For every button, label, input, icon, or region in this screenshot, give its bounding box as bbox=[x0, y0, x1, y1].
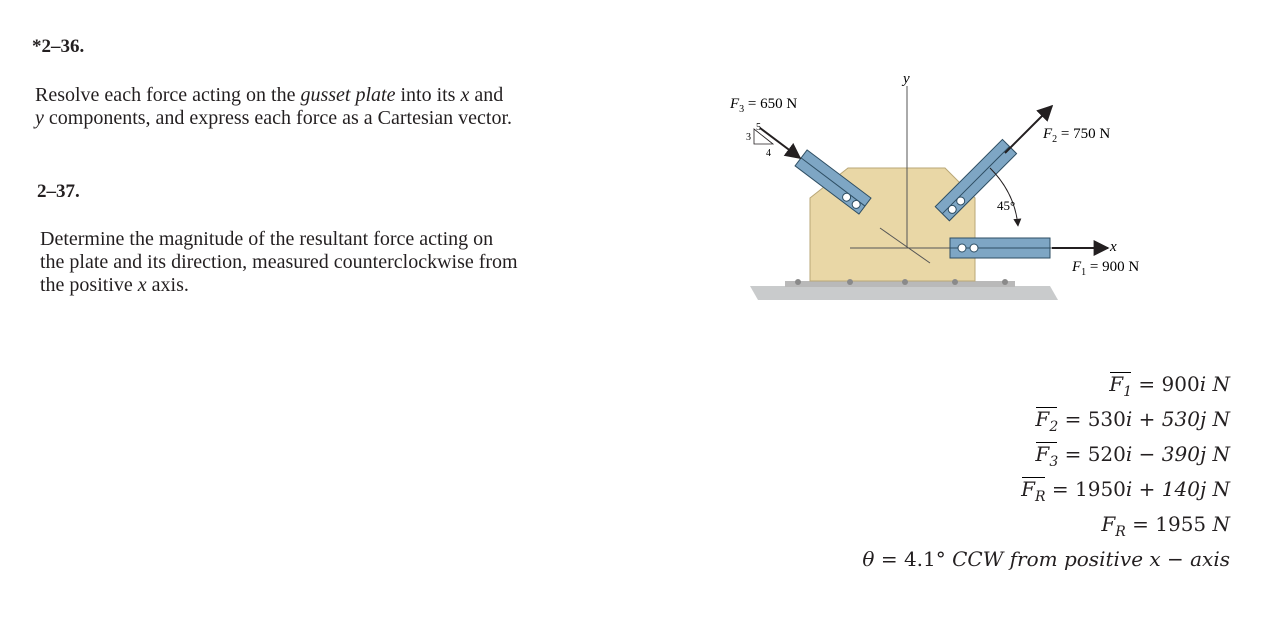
symbol: F bbox=[1109, 372, 1124, 396]
description: CCW from positive x − axis bbox=[952, 547, 1230, 571]
text-segment: components, and express each force as a Cartesian vector. bbox=[43, 107, 513, 129]
triangle-side-4: 4 bbox=[766, 148, 771, 159]
expr-mid: i + 530 bbox=[1125, 407, 1200, 431]
problem-number-2-36: *2–36. bbox=[32, 36, 85, 57]
member-f1 bbox=[950, 238, 1050, 258]
var-y: y bbox=[35, 107, 44, 129]
unit: N bbox=[1212, 512, 1230, 536]
vector-symbol bbox=[1021, 476, 1045, 511]
gusset-plate-figure bbox=[700, 68, 1180, 308]
unit: j N bbox=[1199, 442, 1230, 466]
symbol: F bbox=[1021, 477, 1035, 501]
triangle-side-5: 5 bbox=[756, 122, 761, 133]
text-segment: and bbox=[469, 84, 504, 106]
subscript: 3 bbox=[1049, 454, 1059, 470]
answer-block bbox=[862, 371, 1230, 573]
f3-label: $F_3 = 650$ N bbox=[730, 96, 798, 115]
x-axis-label: x bbox=[1110, 239, 1117, 255]
text-emphasis: gusset plate bbox=[300, 84, 396, 106]
problem-number-2-37: 2–37. bbox=[37, 181, 80, 202]
angle-label: 45° bbox=[997, 198, 1016, 213]
triangle-side-3: 3 bbox=[746, 132, 751, 143]
f2-label: $F_2 = 750$ N bbox=[1043, 126, 1111, 145]
problem-2-37-text bbox=[40, 228, 620, 297]
unit: j N bbox=[1199, 407, 1230, 431]
expr: = 900 bbox=[1132, 372, 1200, 396]
symbol: F bbox=[1035, 407, 1050, 431]
base-plate bbox=[785, 281, 1015, 287]
answer-fr bbox=[862, 476, 1230, 511]
subscript: R bbox=[1034, 489, 1046, 505]
vector-symbol bbox=[1035, 406, 1058, 441]
subscript: R bbox=[1115, 524, 1126, 540]
answer-theta bbox=[862, 546, 1230, 573]
unit: j N bbox=[1199, 477, 1230, 501]
expr-mid: i − 390 bbox=[1125, 442, 1200, 466]
text-segment: axis. bbox=[146, 274, 189, 296]
y-axis-label: y bbox=[903, 71, 910, 87]
vector-symbol bbox=[1109, 371, 1132, 406]
unit: i N bbox=[1199, 372, 1230, 396]
var-x: x bbox=[137, 274, 147, 296]
expr: = 1950 bbox=[1045, 477, 1126, 501]
text-segment: into its bbox=[395, 84, 461, 106]
problem-2-36-text bbox=[35, 84, 595, 130]
text-line: Determine the magnitude of the resultant force acting on bbox=[40, 228, 494, 250]
text-segment: the positive bbox=[40, 274, 138, 296]
answer-f1 bbox=[862, 371, 1230, 406]
answer-f2 bbox=[862, 406, 1230, 441]
expr-mid: i + 140 bbox=[1125, 477, 1200, 501]
f1-label: $F_1 = 900$ N bbox=[1072, 259, 1140, 278]
answer-fr-magnitude bbox=[862, 511, 1230, 546]
symbol: θ bbox=[862, 547, 875, 571]
expr: = 520 bbox=[1058, 442, 1126, 466]
expr: = 1955 bbox=[1125, 512, 1213, 536]
text-line: the plate and its direction, measured counterclockwise from bbox=[40, 251, 518, 273]
subscript: 1 bbox=[1123, 384, 1133, 400]
symbol: F bbox=[1101, 512, 1116, 536]
ground-strip bbox=[750, 286, 1058, 300]
var-x: x bbox=[460, 84, 470, 106]
answer-f3 bbox=[862, 441, 1230, 476]
expr: = 4.1° bbox=[874, 547, 953, 571]
expr: = 530 bbox=[1058, 407, 1126, 431]
angle-arc bbox=[990, 168, 1018, 226]
vector-symbol bbox=[1035, 441, 1058, 476]
symbol: F bbox=[1035, 442, 1050, 466]
subscript: 2 bbox=[1049, 419, 1059, 435]
text-segment: Resolve each force acting on the bbox=[35, 84, 301, 106]
